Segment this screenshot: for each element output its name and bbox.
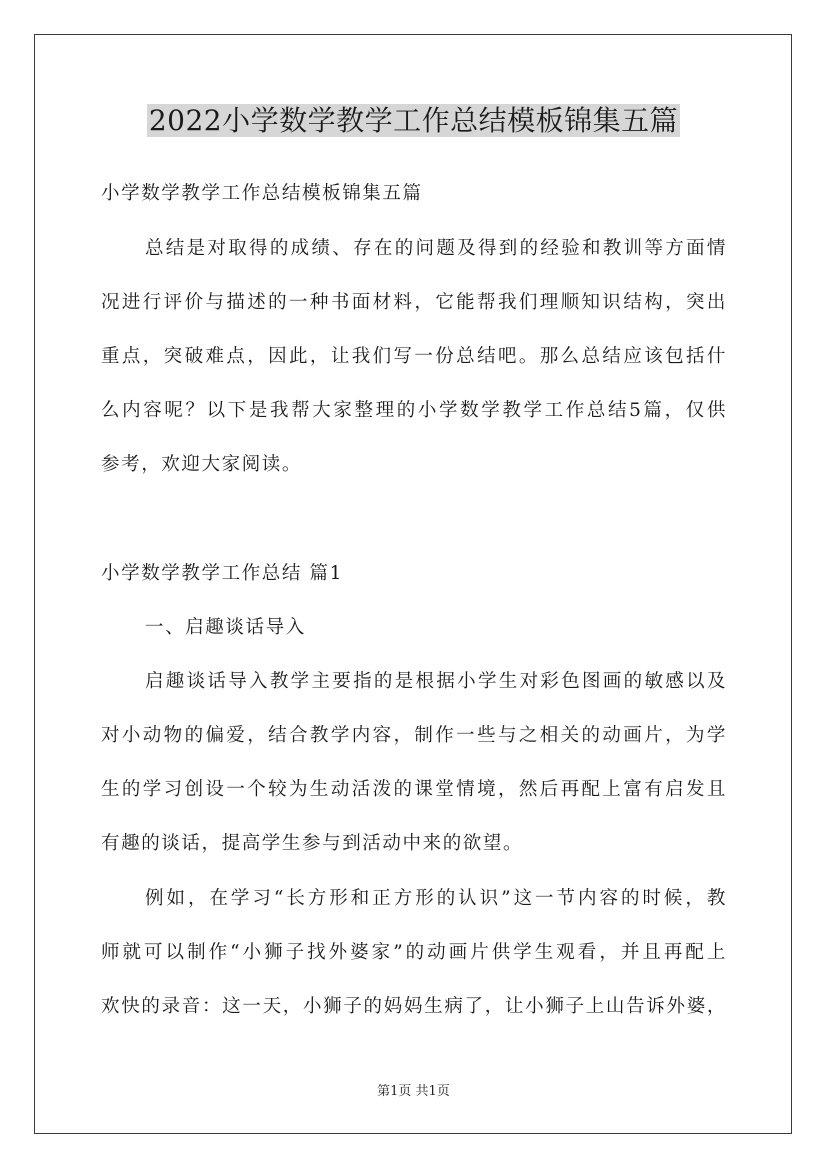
intro-line: 况进行评价与描述的一种书面材料，它能帮我们理顺知识结构，突出 <box>101 292 727 313</box>
intro-line: 参考，欢迎大家阅读。 <box>101 454 303 475</box>
section-heading: 小学数学教学工作总结 篇1 <box>101 563 343 584</box>
paragraph-line: 师就可以制作“小狮子找外婆家”的动画片供学生观看，并且再配上 <box>101 942 727 963</box>
paragraph-line: 有趣的谈话，提高学生参与到活动中来的欲望。 <box>101 833 524 854</box>
paragraph-line: 对小动物的偏爱，结合教学内容，制作一些与之相关的动画片，为学 <box>101 725 727 746</box>
document-title: 2022小学数学教学工作总结模板锦集五篇 <box>148 104 679 137</box>
intro-line: 么内容呢？以下是我帮大家整理的小学数学教学工作总结5篇，仅供 <box>101 400 727 421</box>
document-subtitle: 小学数学教学工作总结模板锦集五篇 <box>101 183 423 204</box>
paragraph-line: 生的学习创设一个较为生动活泼的课堂情境，然后再配上富有启发且 <box>101 779 727 800</box>
intro-line: 总结是对取得的成绩、存在的问题及得到的经验和教训等方面情 <box>145 238 727 259</box>
page-footer: 第1页 共1页 <box>377 1084 450 1099</box>
intro-line: 重点，突破难点，因此，让我们写一份总结吧。那么总结应该包括什 <box>101 346 727 367</box>
paragraph-line: 欢快的录音：这一天，小狮子的妈妈生病了，让小狮子上山告诉外婆， <box>101 996 727 1017</box>
paragraph-line: 启趣谈话导入教学主要指的是根据小学生对彩色图画的敏感以及 <box>145 671 727 692</box>
paragraph-line: 例如，在学习“长方形和正方形的认识”这一节内容的时候，教 <box>145 888 727 909</box>
subheading: 一、启趣谈话导入 <box>145 617 306 638</box>
